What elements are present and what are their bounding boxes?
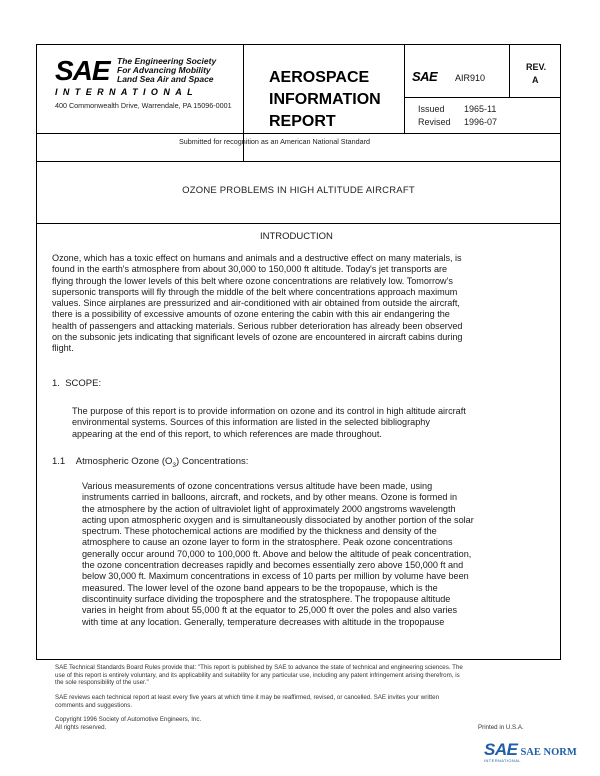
footer-line: comments and suggestions.: [55, 701, 133, 709]
footer-line: SAE reviews each technical report at least every five years at which time it may be reaffirmed, revised, or cancelled. SAE invites your written: [55, 694, 440, 701]
paragraph-line: appearing at the end of this report, to which references are made throughout.: [72, 428, 382, 439]
document-title: OZONE PROBLEMS IN HIGH ALTITUDE AIRCRAFT: [182, 185, 415, 196]
footer-line: the sole responsibility of the user.": [55, 679, 149, 687]
paragraph-line: instruments carried in balloons, aircraft, and rockets, and by other means. Ozone is formed in: [82, 492, 458, 503]
revised-value: 1996-07: [464, 117, 498, 127]
revised-row: [418, 117, 510, 127]
revision-label: REV.: [526, 62, 547, 72]
section-1-1-title-end: ) Concentrations:: [176, 456, 249, 467]
footer-line: SAE Technical Standards Board Rules provide that: "This report is published by SAE to advance the state of technical and engineering sciences. The: [55, 664, 463, 671]
paragraph-line: varies in height from about 55,000 ft at the equator to 25,000 ft over the poles and also varies: [82, 605, 458, 616]
watermark-subtitle: INTERNATIONAL: [484, 758, 521, 763]
watermark-logo: SAE: [484, 740, 518, 759]
paragraph-line: measured. The lower level of the ozone band appears to be the tropopause, which is the: [82, 582, 438, 593]
paragraph-line: atmosphere to cause an ozone layer to form in the stratosphere. Peak ozone concentrations: [82, 537, 453, 548]
paragraph-line: Ozone, which has a toxic effect on humans and animals and a destructive effect on many materials, is: [52, 253, 462, 263]
tagline-line-2: For Advancing Mobility: [117, 65, 211, 75]
paragraph-line: discontinuity surface dividing the troposphere and the stratosphere. The tropopause altitude: [82, 593, 451, 604]
sae-norm-watermark: [484, 740, 577, 763]
document-type: [269, 67, 381, 133]
tagline-line-1: The Engineering Society: [117, 56, 217, 66]
document-type-line-1: AEROSPACE: [269, 69, 370, 86]
paragraph-line: found in the earth's atmosphere from about 30,000 to 150,000 ft altitude. Today's jet transports are: [52, 264, 448, 275]
section-1-1-number: 1.1: [52, 456, 66, 467]
document-type-line-2: INFORMATION: [269, 91, 381, 108]
paragraph-line: with time at any location. Generally, temperature decreases with altitude in the tropopause: [82, 616, 445, 627]
paragraph-line: spectrum. These photochemical actions are modified by the thickness and density of the: [82, 526, 437, 537]
paragraph-line: the ozone concentration decreases rapidly and becomes essentially zero above 150,000 ft and: [82, 560, 464, 571]
copyright-line: Copyright 1996 Society of Automotive Engineers, Inc.: [55, 716, 202, 723]
paragraph-line: generally occur around 70,000 to 100,000 ft. Above and below the altitude of peak concentration,: [82, 548, 472, 559]
revised-label: Revised: [418, 117, 451, 127]
paragraph-line: values. Since airplanes are pressurized and air-conditioned with air obtained from outside the aircraft,: [52, 298, 460, 309]
footer-rules: [55, 664, 560, 687]
issued-label: Issued: [418, 104, 445, 114]
paragraph-line: environmental systems. Sources of this information are listed in the selected bibliography: [72, 417, 430, 428]
section-1-title: SCOPE:: [65, 378, 102, 389]
paragraph-line: flight.: [52, 343, 74, 354]
title-row: [37, 161, 560, 224]
section-1-1-body: [82, 481, 560, 628]
footer-line: use of this report is entirely voluntary, and its applicability and suitability for any particular use, including any patent infringement arising therefrom, is: [55, 671, 460, 679]
scope-body: [72, 406, 560, 440]
recognition-note: Submitted for recognition as an American National Standard: [179, 137, 370, 146]
sae-logo: SAE: [55, 55, 110, 86]
introduction-heading: INTRODUCTION: [260, 231, 333, 242]
section-1-heading: [52, 378, 101, 389]
paragraph-line: there is a possibility of excessive amounts of ozone entering the cabin with this air endangering the: [52, 309, 450, 320]
section-1-number: 1.: [52, 378, 60, 389]
paragraph-line: flying through the lower levels of this belt where ozone concentrations are relatively low. Tomorrow's: [52, 275, 453, 286]
society-address: 400 Commonwealth Drive, Warrendale, PA 15096-0001: [55, 101, 232, 110]
paragraph-line: below 30,000 ft. Maximum concentrations in excess of 10 parts per million by volume have been: [82, 571, 469, 582]
footer-review: [55, 694, 560, 709]
watermark-name: SAE NORM: [520, 747, 577, 758]
paragraph-line: on the subsonic jets indicating that significant levels of ozone are encountered in aircraft cabins during: [52, 332, 463, 343]
paragraph-line: health of passengers and attacking materials. Serious rubber deterioration has already been observed: [52, 320, 463, 331]
sae-small-logo: SAE: [412, 69, 438, 84]
tagline-line-3: Land Sea Air and Space: [117, 74, 214, 84]
document-type-line-3: REPORT: [269, 113, 336, 130]
paragraph-line: The purpose of this report is to provide information on ozone and its control in high altitude aircraft: [72, 406, 466, 416]
section-1-1-heading: [52, 456, 248, 469]
paragraph-line: acting upon atmospheric oxygen and is simultaneously dissociated by another portion of the solar: [82, 514, 474, 525]
international-wordmark: INTERNATIONAL: [55, 87, 199, 97]
issued-row: [418, 104, 510, 114]
rights-line: All rights reserved.: [55, 723, 107, 731]
introduction-body: [52, 253, 557, 355]
document-header: [37, 45, 560, 162]
section-1-1-title-start: Atmospheric Ozone (O: [75, 456, 173, 467]
paragraph-line: Various measurements of ozone concentrations versus altitude have been made, using: [82, 481, 433, 491]
section-1-1-subscript: 3: [172, 461, 177, 469]
revision-value: A: [532, 75, 539, 85]
printed-note: Printed in U.S.A.: [478, 724, 524, 731]
issued-value: 1965-11: [464, 104, 497, 114]
paragraph-line: supersonic transports will fly through the middle of the belt where concentrations approach maximum: [52, 286, 458, 297]
footer-copyright: [55, 716, 201, 731]
document-number: AIR910: [455, 73, 486, 83]
paragraph-line: the atmosphere by the action of ultraviolet light of approximately 2000 angstroms wavelength: [82, 503, 456, 514]
